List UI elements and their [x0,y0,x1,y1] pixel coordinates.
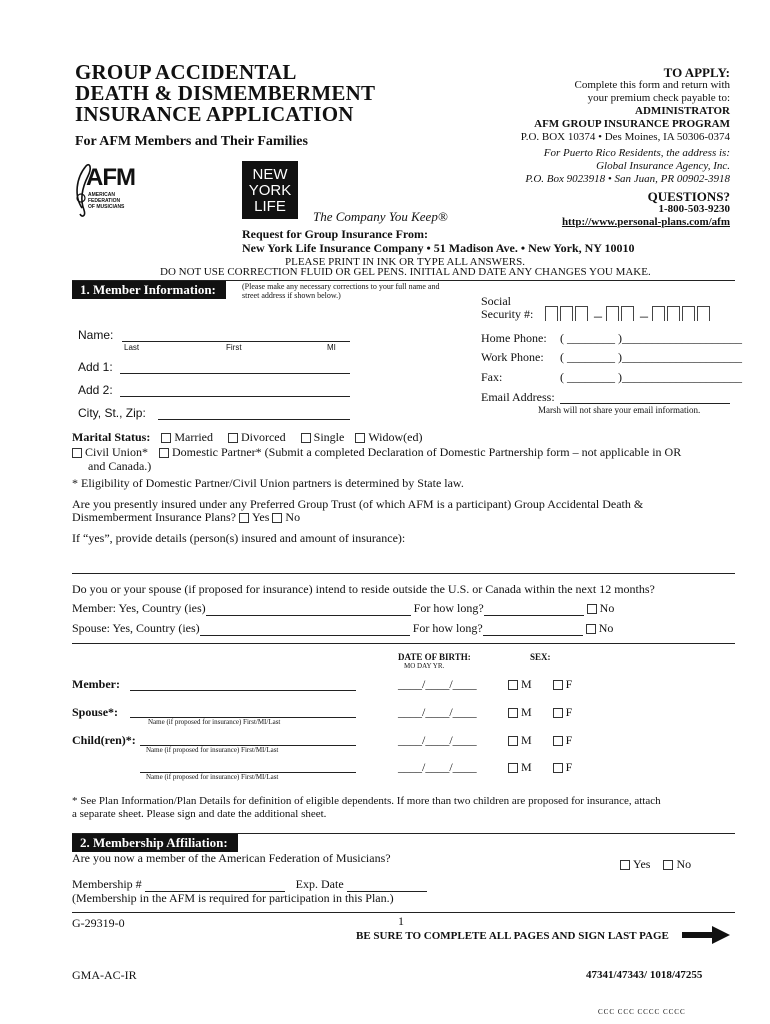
name-label: Name: [78,328,114,342]
add1-label: Add 1: [78,360,113,374]
civil-union-option[interactable]: Civil Union* [72,445,148,459]
website-link[interactable]: http://www.personal-plans.com/afm [561,216,730,228]
child1-sex [508,733,572,748]
form-code-right: 47341/47343/ 1018/47255 [586,969,703,981]
afm-caption: AMERICAN FEDERATION OF MUSICIANS [88,192,125,210]
member-reside-yes[interactable]: Member: Yes, Country (ies) [72,601,206,615]
child2-dob-field[interactable]: ____/____/____ [398,760,477,774]
member-country-field[interactable] [206,602,411,616]
insured-question-2: Dismemberment Insurance Plans? Yes No [72,510,301,524]
title-line-2: DEATH & DISMEMBERMENT [75,81,376,105]
apply-line-2: your premium check payable to: [587,92,730,104]
section1-note: (Please make any necessary corrections to your full name and street address if shown below.) [242,282,440,300]
apply-address: P.O. BOX 10374 • Des Moines, IA 50306-0374 [520,131,730,143]
spouse-howlong-field[interactable] [483,622,583,636]
member-name-field[interactable] [130,689,356,691]
membership-number-field[interactable] [145,878,285,892]
exp-date-field[interactable] [347,878,427,892]
marital-divorced[interactable]: Divorced [228,430,286,444]
home-phone-label: Home Phone: [481,331,547,345]
add1-field[interactable] [120,372,350,374]
email-note: Marsh will not share your email information. [538,405,701,415]
work-phone-field[interactable]: ( ________ )____________________ [560,350,742,364]
spouse-dep-label: Spouse*: [72,705,119,719]
member-sex-m[interactable]: M [508,677,532,691]
dob-subheading: MO DAY YR. [404,662,445,670]
apply-line-1: Complete this form and return with [574,79,730,91]
apply-program: AFM GROUP INSURANCE PROGRAM [534,118,730,130]
member-dob-field[interactable]: ____/____/____ [398,677,477,691]
apply-block [521,66,730,229]
spouse-reside-no[interactable]: No [586,621,614,635]
marital-row [72,430,422,445]
work-phone-label: Work Phone: [481,350,544,364]
reside-question: Do you or your spouse (if proposed for insurance) intend to reside outside the U.S. or Canada within the next 12 months? [72,582,655,596]
child1-name-hint: Name (if proposed for insurance) First/MI/Last [146,746,279,754]
dependents-footnote-2: a separate sheet. Please sign and date the additional sheet. [72,808,327,820]
membership-answer [620,857,691,872]
domestic-partner-option[interactable]: Domestic Partner* (Submit a completed Declaration of Domestic Partnership form – not applicable in OR [159,445,681,459]
spouse-sex-f[interactable]: F [553,705,573,719]
city-label: City, St., Zip: [78,406,146,420]
form-number: G-29319-0 [72,916,125,930]
member-reside-row: Member: Yes, Country (ies) For how long? No [72,601,615,615]
apply-admin: ADMINISTRATOR [635,105,730,117]
form-code-left: GMA-AC-IR [72,968,137,982]
footer-rule [72,912,735,913]
if-yes-details: If “yes”, provide details (person(s) insured and amount of insurance): [72,531,406,545]
spouse-reside-row: Spouse: Yes, Country (ies) For how long? No [72,621,614,635]
name-field[interactable] [122,340,350,342]
first-label: First [226,343,242,352]
sex-heading: SEX: [530,652,551,662]
request-line-2: New York Life Insurance Company • 51 Madison Ave. • New York, NY 10010 [242,241,635,255]
pr-line-3: P.O. Box 9023918 • San Juan, PR 00902-3918 [525,173,730,185]
add2-label: Add 2: [78,383,113,397]
member-sex [508,677,572,692]
email-label: Email Address: [481,390,555,404]
details-rule [72,573,735,574]
afm-letters: AFM [86,164,135,191]
ssn-field[interactable]: – – [545,306,712,326]
marital-married[interactable]: Married [161,430,213,444]
civil-domestic-row [72,445,732,460]
form-title [75,62,375,125]
fax-label: Fax: [481,370,503,384]
dependents-footnote-1: * See Plan Information/Plan Details for definition of eligible dependents. If more than two children are proposed for insurance, attach [72,795,661,807]
child2-name-hint: Name (if proposed for insurance) First/MI/Last [146,773,279,781]
pr-line-2: Global Insurance Agency, Inc. [596,160,730,172]
marital-single[interactable]: Single [301,430,345,444]
complete-all-pages: BE SURE TO COMPLETE ALL PAGES AND SIGN LAST PAGE [356,930,669,942]
title-line-1: GROUP ACCIDENTAL [75,60,297,84]
member-howlong-field[interactable] [484,602,584,616]
insured-question-1: Are you presently insured under any Preferred Group Trust (of which AFM is a participant) Group Accidental Death & [72,497,644,511]
membership-question: Are you now a member of the American Federation of Musicians? [72,851,391,865]
membership-yes[interactable]: Yes [620,857,650,871]
child1-sex-f[interactable]: F [553,733,573,747]
print-instruction: PLEASE PRINT IN INK OR TYPE ALL ANSWERS. [285,256,525,268]
add2-field[interactable] [120,395,350,397]
last-label: Last [124,343,140,352]
spouse-reside-yes[interactable]: Spouse: Yes, Country (ies) [72,621,200,635]
new-york-life-logo: NEW YORK LIFE [242,161,298,219]
apply-heading: TO APPLY: [663,65,730,80]
child1-dob-field[interactable]: ____/____/____ [398,733,477,747]
eligibility-note: * Eligibility of Domestic Partner/Civil Union partners is determined by State law. [72,476,464,490]
child2-sex-m[interactable]: M [508,760,532,774]
home-phone-field[interactable]: ( ________ )____________________ [560,331,742,345]
page-number: 1 [398,914,404,928]
membership-required: (Membership in the AFM is required for participation in this Plan.) [72,891,394,905]
children-dep-label: Child(ren)*: [72,733,136,747]
phone-number: 1-800-503-9230 [658,203,730,215]
member-reside-no[interactable]: No [587,601,615,615]
dob-heading: DATE OF BIRTH: [398,652,471,662]
spouse-sex [508,705,572,720]
membership-no[interactable]: No [663,857,691,871]
spouse-sex-m[interactable]: M [508,705,532,719]
barcode-text: CCC CCC CCCC CCCC [598,1008,686,1016]
child2-sex [508,760,572,775]
pr-line-1: For Puerto Rico Residents, the address is: [543,147,730,159]
insured-no[interactable]: No [272,510,300,524]
nyl-tagline: The Company You Keep® [313,209,448,224]
questions-heading: QUESTIONS? [647,189,730,204]
fax-field[interactable]: ( ________ )____________________ [560,370,742,384]
right-arrow-icon [682,926,730,944]
marital-label: Marital Status: [72,430,151,444]
section2-heading: 2. Membership Affiliation: [72,834,238,852]
email-field[interactable] [560,402,730,404]
spouse-country-field[interactable] [200,622,410,636]
spouse-dob-field[interactable]: ____/____/____ [398,705,477,719]
member-dep-label: Member: [72,677,120,691]
form-subtitle: For AFM Members and Their Families [75,134,308,149]
domestic-line-2: and Canada.) [88,459,152,473]
mi-label: MI [327,343,336,352]
afm-logo [72,158,135,220]
member-sex-f[interactable]: F [553,677,573,691]
title-line-3: INSURANCE APPLICATION [75,102,354,126]
child2-sex-f[interactable]: F [553,760,573,774]
section1-heading: 1. Member Information: [72,281,226,299]
membership-row: Membership # Exp. Date [72,877,427,892]
city-field[interactable] [158,418,350,420]
ssn-label: Social Security #: [481,294,534,321]
insured-yes[interactable]: Yes [239,510,269,524]
child1-sex-m[interactable]: M [508,733,532,747]
request-line-1: Request for Group Insurance From: [242,227,428,241]
correction-warning: DO NOT USE CORRECTION FLUID OR GEL PENS. INITIAL AND DATE ANY CHANGES YOU MAKE. [160,266,651,278]
marital-widowed[interactable]: Widow(ed) [355,430,422,444]
spouse-name-hint: Name (if proposed for insurance) First/MI/Last [148,718,281,726]
reside-rule [72,643,735,644]
